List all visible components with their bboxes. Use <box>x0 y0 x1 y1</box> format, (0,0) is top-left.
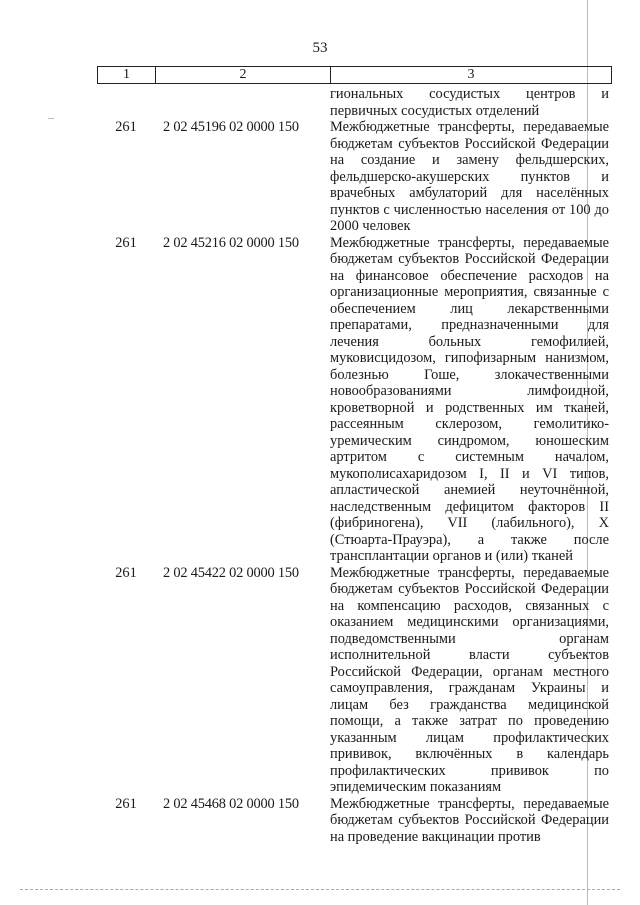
table-row <box>97 796 612 846</box>
table-row <box>97 119 612 235</box>
row-description: Межбюджетные трансферты, передаваемые бюджетам субъектов Российской Федерации на финансовое обеспечение расходов на организационные мероприятия, связанные с обеспечением лиц лекарственными препаратами, предназначенными для лечения больных гемофилией, муковисцидозом, гипофизарным нанизмом, болезнью Гоше, злокачественными новообразованиями лимфоидной, кроветворной и родственных им тканей, рассеянным склерозом, гемолитико-уремическим синдромом, юношеским артритом с системным началом, мукополисахаридозом I, II и VI типов, апластической анемией неуточнённой, наследственным дефицитом факторов II (фибриногена), VII (лабильного), X (Стюарта-Прауэра), а также после трансплантации органов и (или) тканей <box>330 234 609 564</box>
admin-code: 261 <box>115 564 137 581</box>
scan-mark <box>48 118 54 119</box>
header-col-3: 3 <box>467 67 475 82</box>
table-body <box>97 86 612 845</box>
admin-code: 261 <box>115 795 137 812</box>
continued-text: гиональных сосудистых центров и первичных сосудистых отделений <box>330 86 609 119</box>
scan-bottom-edge <box>20 889 620 891</box>
admin-code: 261 <box>115 119 137 135</box>
admin-code: 261 <box>115 234 137 251</box>
table-row <box>97 235 612 565</box>
budget-code: 2 02 45216 02 0000 150 <box>163 234 299 251</box>
budget-code: 2 02 45468 02 0000 150 <box>163 795 299 812</box>
row-description: Межбюджетные трансферты, передаваемые бюджетам субъектов Российской Федерации на создание и замену фельдшерских, фельдшерско-акушерских пунктов и врачебных амбулаторий для населённых пунктов с численностью населения от 100 до 2000 человек <box>330 119 609 234</box>
table-row <box>97 565 612 796</box>
row-description: Межбюджетные трансферты, передаваемые бюджетам субъектов Российской Федерации на компенсацию расходов, связанных с оказанием медицинскими организациями, подведомственными органам исполнительной власти субъектов Российской Федерации, органам местного самоуправления, гражданам Украины и лицам без гражданства медицинской помощи, а также затрат по проведению указанным лицам профилактических прививок, включённых в календарь профилактических прививок по эпидемическим показаниям <box>330 564 609 795</box>
header-col-2: 2 <box>156 67 331 83</box>
row-description: Межбюджетные трансферты, передаваемые бюджетам субъектов Российской Федерации на проведение вакцинации против <box>330 795 609 845</box>
page-number: 53 <box>312 40 328 56</box>
header-col-1: 1 <box>98 67 156 83</box>
budget-code: 2 02 45422 02 0000 150 <box>163 564 299 581</box>
budget-code: 2 02 45196 02 0000 150 <box>163 119 299 135</box>
table-header <box>97 66 612 84</box>
